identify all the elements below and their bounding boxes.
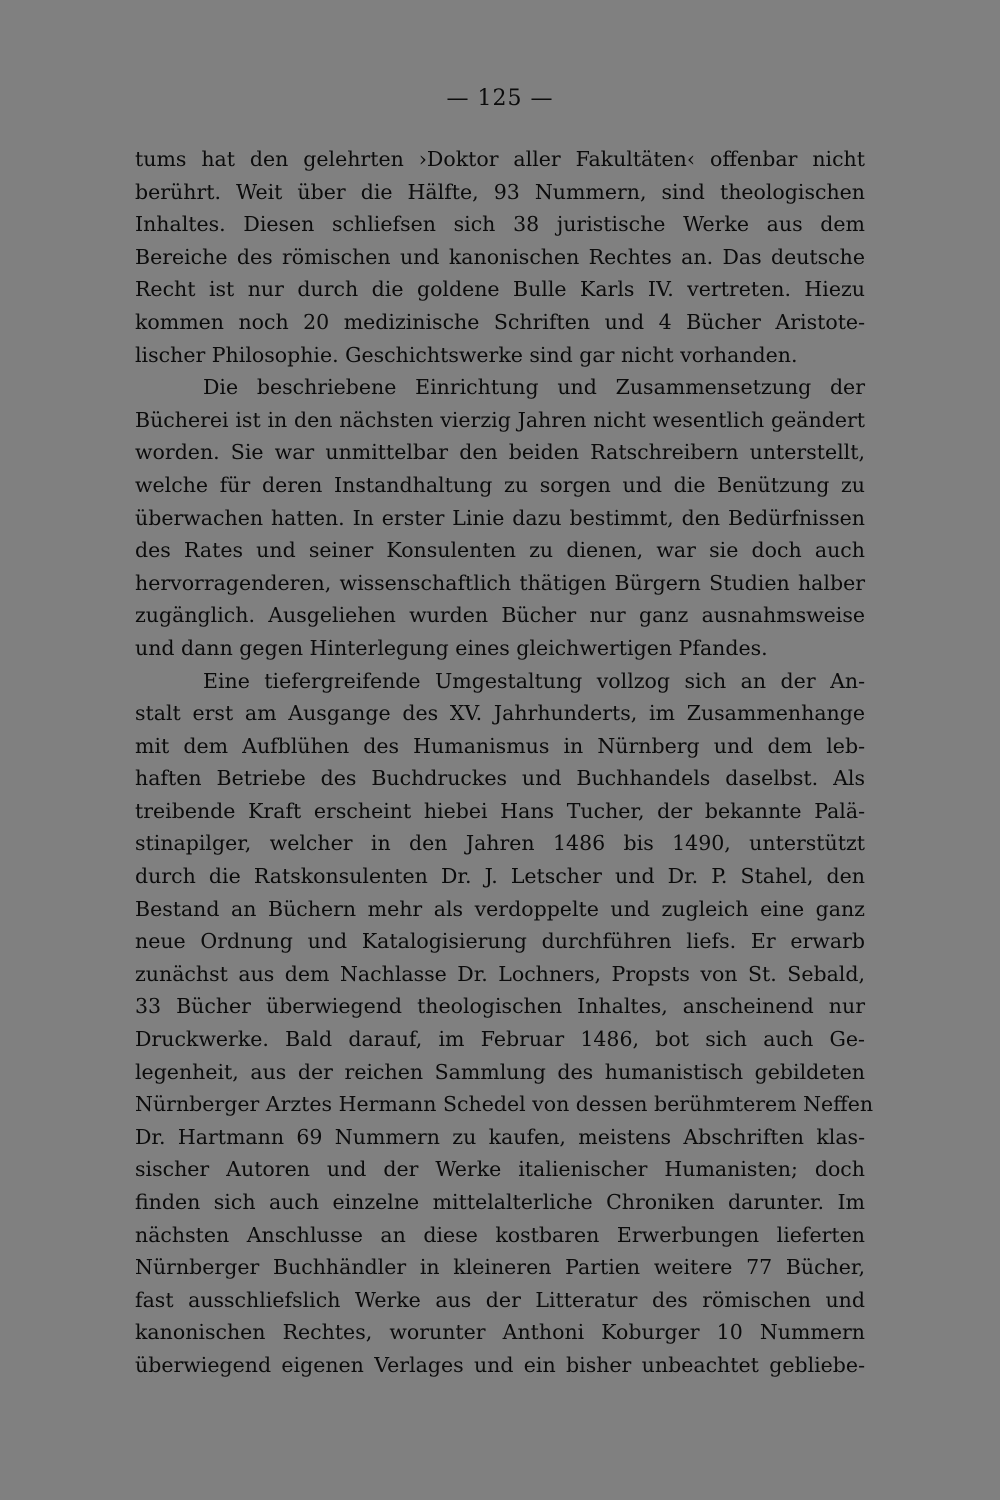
text-line: stinapilger, welcher in den Jahren 1486 bis 1490, unterstützt xyxy=(135,831,865,856)
text-line: zunächst aus dem Nachlasse Dr. Lochners, Propsts von St. Sebald, xyxy=(135,961,865,986)
text-line: stalt erst am Ausgange des XV. Jahrhunderts, im Zusammenhange xyxy=(135,701,865,726)
text-line: neue Ordnung und Katalogisierung durchführen liefs. Er erwarb xyxy=(135,929,865,954)
text-line: fast ausschliefslich Werke aus der Litteratur des römischen und xyxy=(135,1287,865,1312)
text-line: hervorragenderen, wissenschaftlich thätigen Bürgern Studien halber xyxy=(135,570,865,595)
page-number: — 125 — xyxy=(446,86,554,111)
paragraph xyxy=(135,143,865,371)
text-line: Inhaltes. Diesen schliefsen sich 38 juristische Werke aus dem xyxy=(135,212,865,237)
text-line: kommen noch 20 medizinische Schriften und 4 Bücher Aristote- xyxy=(135,309,865,334)
text-line: berührt. Weit über die Hälfte, 93 Nummern, sind theologischen xyxy=(135,179,865,204)
text-line: Bücherei ist in den nächsten vierzig Jahren nicht wesentlich geändert xyxy=(135,407,865,432)
text-line: welche für deren Instandhaltung zu sorgen und die Benützung zu xyxy=(135,472,865,497)
text-line: 33 Bücher überwiegend theologischen Inhaltes, anscheinend nur xyxy=(135,994,865,1019)
body-text xyxy=(135,143,874,1382)
text-line: überwachen hatten. In erster Linie dazu bestimmt, den Bedürfnissen xyxy=(135,505,865,530)
text-line: überwiegend eigenen Verlages und ein bisher unbeachtet gebliebe- xyxy=(135,1352,865,1377)
text-line: Bestand an Büchern mehr als verdoppelte und zugleich eine ganz xyxy=(135,896,865,921)
text-line: haften Betriebe des Buchdruckes und Buchhandels daselbst. Als xyxy=(135,766,865,791)
text-line: treibende Kraft erscheint hiebei Hans Tucher, der bekannte Palä- xyxy=(135,798,865,823)
text-line: Recht ist nur durch die goldene Bulle Karls IV. vertreten. Hiezu xyxy=(135,277,865,302)
text-line: Bereiche des römischen und kanonischen Rechtes an. Das deutsche xyxy=(135,244,865,269)
text-line: nächsten Anschlusse an diese kostbaren Erwerbungen lieferten xyxy=(135,1222,865,1247)
paragraph xyxy=(135,371,865,664)
text-line: Die beschriebene Einrichtung und Zusammensetzung der xyxy=(203,375,865,400)
text-line: des Rates und seiner Konsulenten zu dienen, war sie doch auch xyxy=(135,538,865,563)
text-line: lischer Philosophie. Geschichtswerke sind gar nicht vorhanden. xyxy=(135,342,798,367)
text-line: Nürnberger Buchhändler in kleineren Partien weitere 77 Bücher, xyxy=(135,1255,865,1280)
text-line: Dr. Hartmann 69 Nummern zu kaufen, meistens Abschriften klas- xyxy=(135,1124,865,1149)
text-line: worden. Sie war unmittelbar den beiden Ratschreibern unterstellt, xyxy=(135,440,865,465)
text-line: und dann gegen Hinterlegung eines gleichwertigen Pfandes. xyxy=(135,635,768,660)
text-line: zugänglich. Ausgeliehen wurden Bücher nur ganz ausnahmsweise xyxy=(135,603,865,628)
text-line: kanonischen Rechtes, worunter Anthoni Koburger 10 Nummern xyxy=(135,1320,865,1345)
text-line: mit dem Aufblühen des Humanismus in Nürnberg und dem leb- xyxy=(135,733,865,758)
text-line: Eine tiefergreifende Umgestaltung vollzog sich an der An- xyxy=(203,668,865,693)
text-line: durch die Ratskonsulenten Dr. J. Letscher und Dr. P. Stahel, den xyxy=(135,864,865,889)
text-line: Nürnberger Arztes Hermann Schedel von dessen berühmterem Neffen xyxy=(135,1092,874,1117)
text-line: legenheit, aus der reichen Sammlung des humanistisch gebildeten xyxy=(135,1059,865,1084)
text-line: finden sich auch einzelne mittelalterliche Chroniken darunter. Im xyxy=(135,1190,865,1214)
paragraph xyxy=(135,665,874,1382)
text-line: tums hat den gelehrten ›Doktor aller Fakultäten‹ offenbar nicht xyxy=(135,147,865,171)
text-line: sischer Autoren und der Werke italienischer Humanisten; doch xyxy=(135,1157,865,1182)
text-line: Druckwerke. Bald darauf, im Februar 1486, bot sich auch Ge- xyxy=(135,1027,865,1052)
